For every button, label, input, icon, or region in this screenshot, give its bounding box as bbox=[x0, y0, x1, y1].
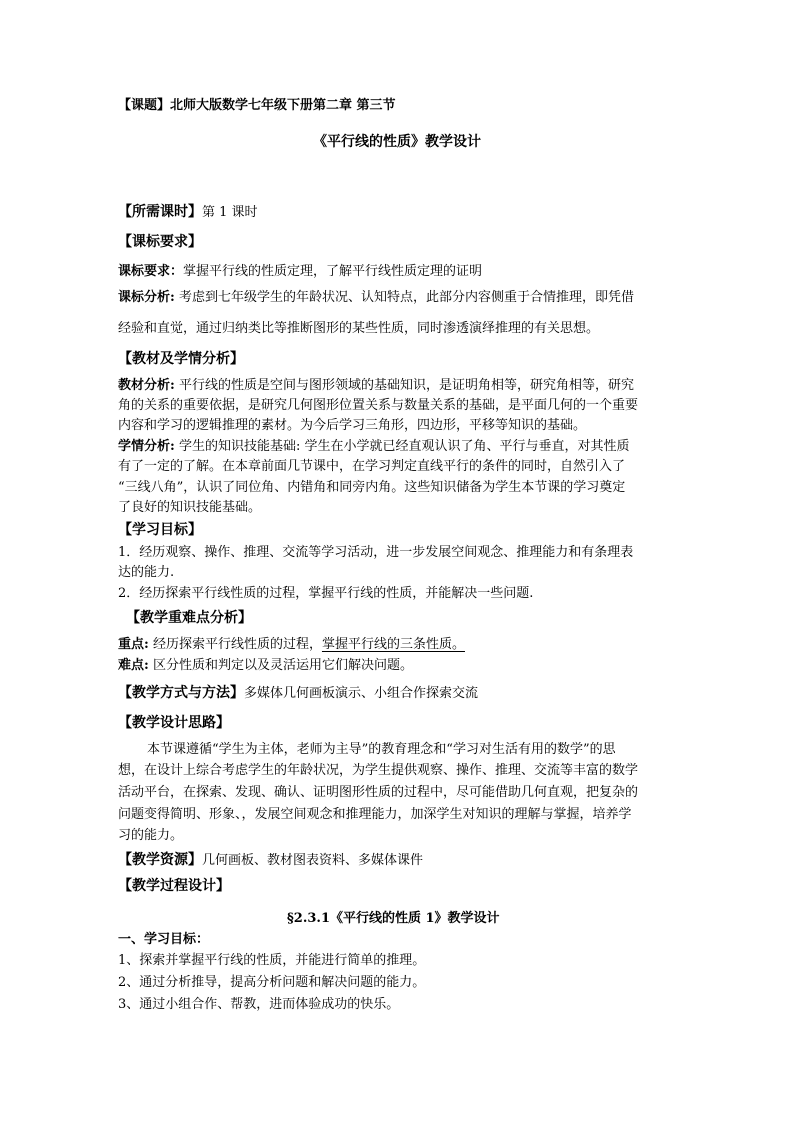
materials-text-1: 平行线的性质是空间与图形领域的基础知识，是证明角相等，研究角相等，研究 bbox=[174, 378, 634, 393]
materials-text-3: 内容和学习的逻辑推理的素材。为今后学习三角形，四边形，平移等知识的基础。 bbox=[118, 418, 587, 433]
design-text-3: 活动平台，在探索、发现、确认、证明图形性质的过程中，尽可能借助几何直观，把复杂的 bbox=[118, 785, 639, 800]
methods-label: 【教学方式与方法】 bbox=[118, 685, 244, 701]
hours-row bbox=[118, 203, 258, 222]
resources-label: 【教学资源】 bbox=[118, 852, 202, 868]
section-title: §2.3.1《平行线的性质 1》教学设计 bbox=[287, 911, 500, 926]
document-title: 《平行线的性质》教学设计 bbox=[313, 134, 481, 150]
curriculum-req-text: 掌握平行线的性质定理，了解平行线性质定理的证明 bbox=[183, 264, 483, 279]
methods-row bbox=[118, 684, 478, 703]
process-heading: 【教学过程设计】 bbox=[118, 878, 230, 894]
key-text-underlined: 掌握平行线的三条性质。 bbox=[321, 637, 465, 652]
design-text-1: 本节课遵循“学生为主体，老师为主导”的教育理念和“学习对生活有用的数学”的思 bbox=[147, 742, 616, 757]
materials-heading: 【教材及学情分析】 bbox=[118, 351, 244, 367]
key-text: 经历探索平行线性质的过程， bbox=[148, 637, 322, 652]
objective-1b: 达的能力. bbox=[118, 565, 175, 580]
objectives-heading: 【学习目标】 bbox=[118, 522, 202, 538]
students-text-4: 了良好的知识技能基础。 bbox=[118, 500, 262, 515]
goal-1: 1、探索并掌握平行线的性质，并能进行简单的推理。 bbox=[118, 953, 426, 968]
difficulty-text: 区分性质和判定以及灵活运用它们解决问题。 bbox=[148, 658, 413, 673]
design-text-4: 问题变得简明、形象、，发展空间观念和推理能力，加深学生对知识的理解与掌握，培养学 bbox=[118, 807, 632, 822]
curriculum-analysis-text-2: 经验和直觉，通过归纳类比等推断图形的某些性质，同时渗透演绎推理的有关思想。 bbox=[118, 321, 600, 336]
materials-label: 教材分析: bbox=[118, 378, 175, 393]
design-heading: 【教学设计思路】 bbox=[118, 715, 230, 731]
lesson-line: 【课题】北师大版数学七年级下册第二章 第三节 bbox=[118, 98, 396, 113]
resources-text: 几何画板、教材图表资料、多媒体课件 bbox=[202, 853, 424, 868]
difficulty-row bbox=[118, 657, 413, 675]
goals-heading: 一、学习目标： bbox=[118, 932, 210, 947]
curriculum-analysis-text-1: 考虑到七年级学生的年龄状况、认知特点，此部分内容侧重于合情推理，即凭借 bbox=[174, 290, 634, 305]
objective-1a: 1．经历观察、操作、推理、交流等学习活动，进一步发展空间观念、推理能力和有条理表 bbox=[118, 545, 634, 560]
key-row bbox=[118, 636, 465, 654]
students-text-3: “三线八角”，认识了同位角、内错角和同旁内角。这些知识储备为学生本节课的学习奠定 bbox=[118, 480, 626, 495]
resources-row bbox=[118, 851, 423, 870]
key-label: 重点: bbox=[118, 637, 149, 652]
students-row bbox=[118, 438, 629, 456]
materials-row bbox=[118, 377, 634, 395]
goal-2: 2、通过分析推导，提高分析问题和解决问题的能力。 bbox=[118, 975, 426, 990]
curriculum-req-row bbox=[118, 263, 482, 281]
students-label: 学情分析: bbox=[118, 439, 175, 454]
students-text-1: 学生的知识技能基础: 学生在小学就已经直观认识了角、平行与垂直，对其性质 bbox=[174, 439, 630, 454]
curriculum-analysis-label: 课标分析: bbox=[118, 290, 175, 305]
design-text-2: 想，在设计上综合考虑学生的年龄状况，为学生提供观察、操作、推理、交流等丰富的数学 bbox=[118, 763, 639, 778]
goal-3: 3、通过小组合作、帮教，进而体验成功的快乐。 bbox=[118, 997, 400, 1012]
keypoints-heading: 【教学重难点分析】 bbox=[126, 610, 252, 626]
students-text-2: 有了一定的了解。在本章前面几节课中，在学习判定直线平行的条件的同时，自然引入了 bbox=[118, 459, 626, 474]
materials-text-2: 角的关系的重要依据，是研究几何图形位置关系与数量关系的基础，是平面几何的一个重要 bbox=[118, 398, 639, 413]
curriculum-req-label: 课标要求： bbox=[118, 264, 184, 279]
difficulty-label: 难点: bbox=[118, 658, 149, 673]
design-text-5: 习的能力。 bbox=[118, 828, 184, 843]
hours-label: 【所需课时】 bbox=[118, 204, 202, 220]
curriculum-heading: 【课标要求】 bbox=[118, 234, 202, 250]
curriculum-analysis-row bbox=[118, 289, 634, 307]
methods-text: 多媒体几何画板演示、小组合作探索交流 bbox=[244, 686, 479, 701]
hours-value: 第 1 课时 bbox=[202, 205, 258, 220]
objective-2: 2．经历探索平行线性质的过程，掌握平行线的性质，并能解决一些问题. bbox=[118, 586, 534, 601]
